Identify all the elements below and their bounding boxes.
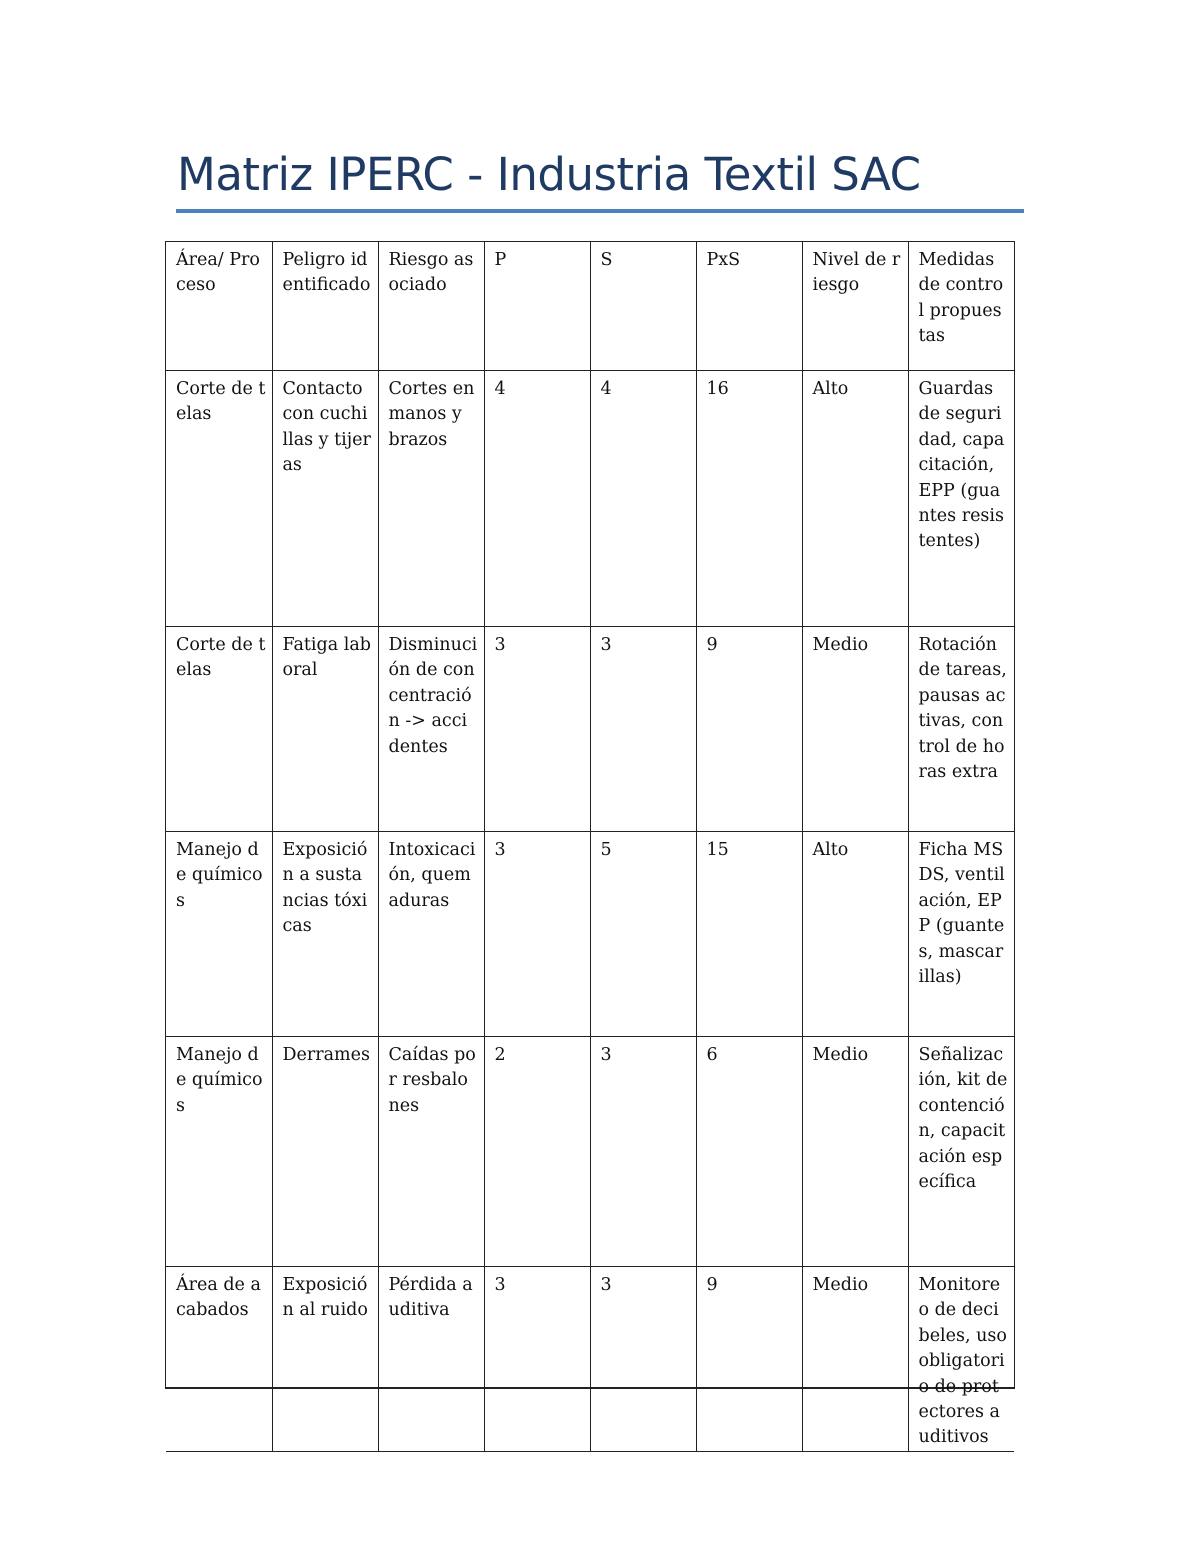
cell-p: 3 (484, 1267, 590, 1452)
cell-medidas: Señalización, kit de contención, capacitación específica (908, 1037, 1014, 1267)
cell-pxs: 15 (696, 832, 802, 1037)
cell-s: 3 (590, 1267, 696, 1452)
cell-area: Área de acabados (166, 1267, 272, 1452)
table-row (166, 371, 1014, 627)
cell-area: Manejo de químicos (166, 832, 272, 1037)
cell-nivel: Medio (802, 1267, 908, 1452)
cell-peligro: Derrames (272, 1037, 378, 1267)
iperc-matrix-table (166, 242, 1014, 1452)
header-area-proceso: Área/ Proceso (166, 242, 272, 371)
cell-pxs: 9 (696, 1267, 802, 1452)
cell-peligro: Exposición al ruido (272, 1267, 378, 1452)
cell-peligro: Exposición a sustancias tóxicas (272, 832, 378, 1037)
header-s: S (590, 242, 696, 371)
cell-nivel: Alto (802, 832, 908, 1037)
header-medidas: Medidas de control propuestas (908, 242, 1014, 371)
cell-riesgo: Intoxicación, quemaduras (378, 832, 484, 1037)
table-row (166, 627, 1014, 832)
cell-peligro: Fatiga laboral (272, 627, 378, 832)
cell-nivel: Medio (802, 627, 908, 832)
cell-s: 3 (590, 1037, 696, 1267)
cell-medidas: Monitoreo de decibeles, uso obligatorio de protectores auditivos (908, 1267, 1014, 1452)
cell-area: Corte de telas (166, 371, 272, 627)
cell-riesgo: Disminución de concentración -> accidentes (378, 627, 484, 832)
cell-p: 3 (484, 832, 590, 1037)
header-nivel: Nivel de riesgo (802, 242, 908, 371)
cell-area: Corte de telas (166, 627, 272, 832)
cell-s: 5 (590, 832, 696, 1037)
cell-p: 3 (484, 627, 590, 832)
cell-p: 4 (484, 371, 590, 627)
cell-p: 2 (484, 1037, 590, 1267)
cell-pxs: 16 (696, 371, 802, 627)
cell-area: Manejo de químicos (166, 1037, 272, 1267)
cell-riesgo: Cortes en manos y brazos (378, 371, 484, 627)
header-pxs: PxS (696, 242, 802, 371)
iperc-table-container (165, 241, 1015, 1448)
cell-pxs: 6 (696, 1037, 802, 1267)
cell-pxs: 9 (696, 627, 802, 832)
header-p: P (484, 242, 590, 371)
cell-riesgo: Caídas por resbalones (378, 1037, 484, 1267)
header-riesgo: Riesgo asociado (378, 242, 484, 371)
page-title: Matriz IPERC - Industria Textil SAC (177, 148, 921, 201)
cell-nivel: Medio (802, 1037, 908, 1267)
title-underline (176, 209, 1024, 213)
cell-nivel: Alto (802, 371, 908, 627)
cell-riesgo: Pérdida auditiva (378, 1267, 484, 1452)
table-header-row (166, 242, 1014, 371)
cell-peligro: Contacto con cuchillas y tijeras (272, 371, 378, 627)
cell-medidas: Ficha MSDS, ventilación, EPP (guantes, mascarillas) (908, 832, 1014, 1037)
table-row (166, 832, 1014, 1037)
cell-medidas: Guardas de seguridad, capacitación, EPP (guantes resistentes) (908, 371, 1014, 627)
cell-s: 4 (590, 371, 696, 627)
table-row (166, 1267, 1014, 1452)
table-row (166, 1037, 1014, 1267)
cell-medidas: Rotación de tareas, pausas activas, control de horas extra (908, 627, 1014, 832)
cell-s: 3 (590, 627, 696, 832)
header-peligro: Peligro identificado (272, 242, 378, 371)
